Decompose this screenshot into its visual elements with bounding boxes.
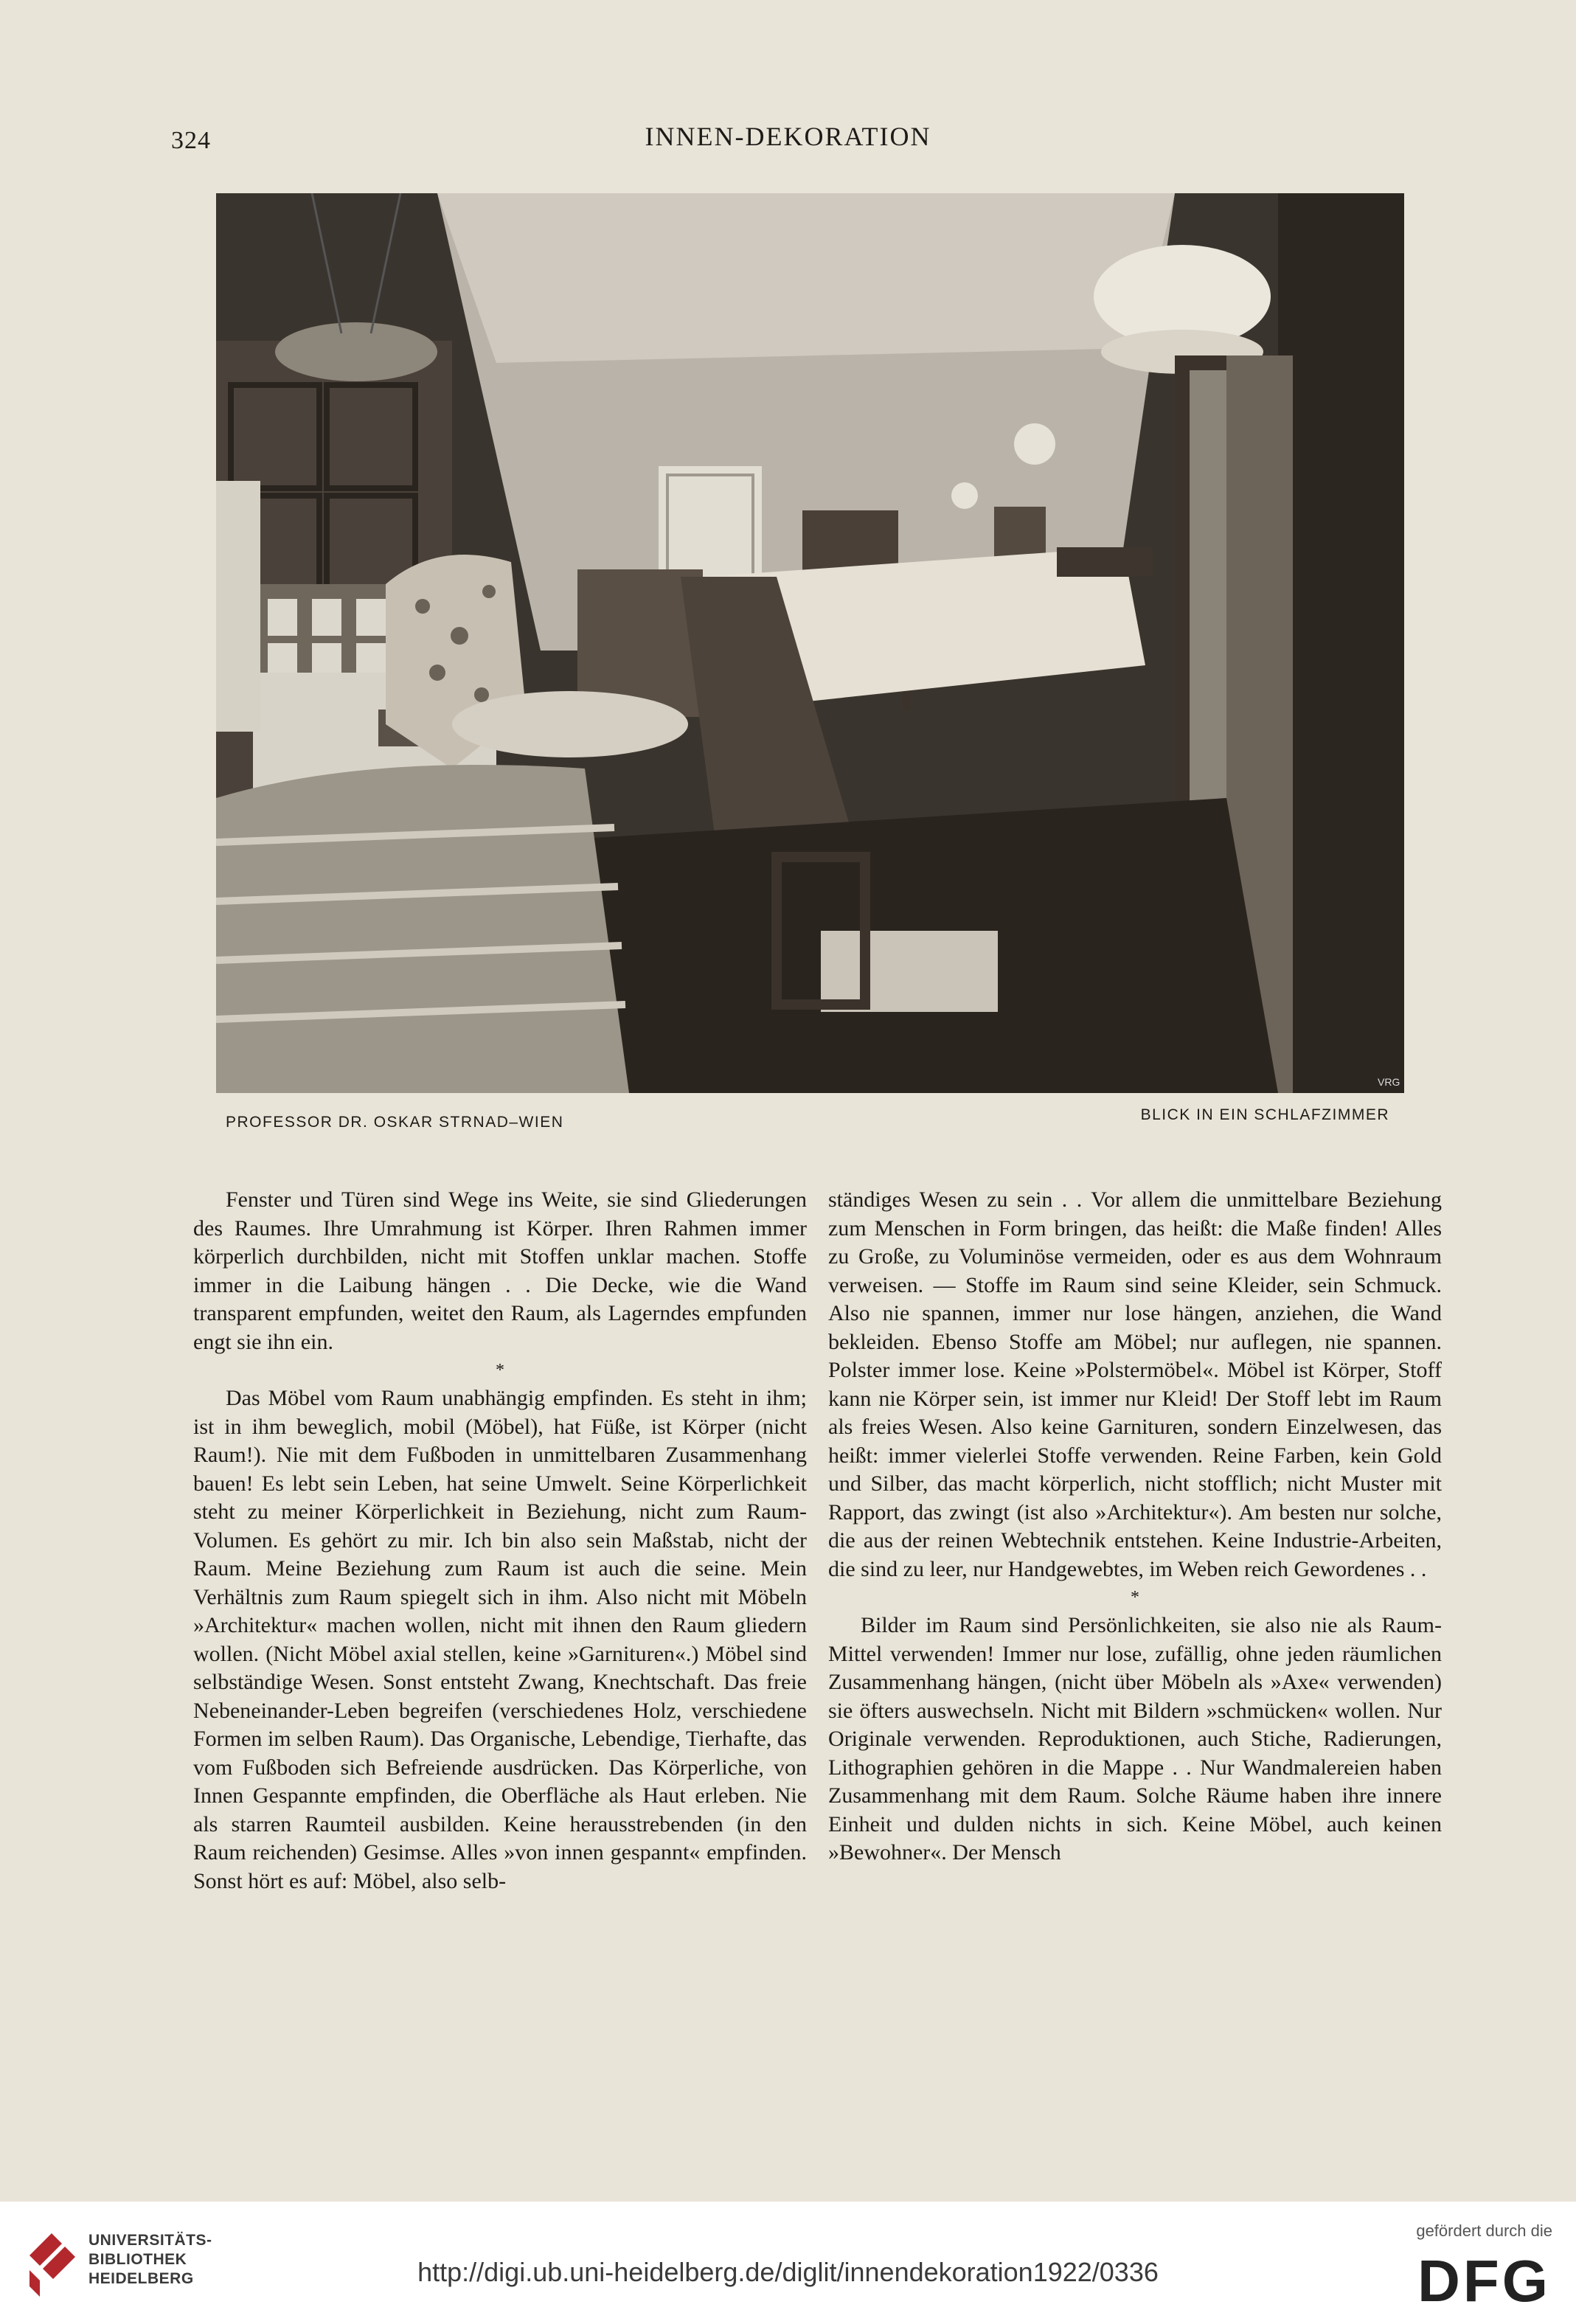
photo-mark: VRG (1378, 1076, 1400, 1088)
source-url-link[interactable]: http://digi.ub.uni-heidelberg.de/diglit/innendekoration1922/0336 (417, 2257, 1159, 2287)
paragraph: Das Möbel vom Raum unabhängig empfinden. Es steht in ihm; ist in ihm beweglich, mobil (Möbel), hat Füße, ist Körper (nicht Raum!). Nie mit dem Fußboden in unmittelbaren Zusammenhang bauen! Es lebt sein Leben, hat seine Umwelt. Seine Körperlichkeit steht zu meiner Körperlichkeit in Beziehung, nicht zum Raum-Volumen. Es gehört zu mir. Ich bin also sein Maßstab, nicht der Raum. Meine Beziehung zum Raum ist auch die seine. Mein Verhältnis zum Raum spiegelt sich in ihm. Also nicht mit Möbeln »Architektur« machen wollen, nicht mit ihnen den Raum gliedern wollen. (Nicht Möbel axial stellen, keine »Garnituren«.) Möbel sind selbständige Wesen. Sonst entsteht Zwang, Knechtschaft. Das freie Nebeneinander-Leben begreifen (verschiedenes Holz, verschiedene Formen im selben Raum). Das Organische, Lebendige, Tierhafte, das vom Fußboden sich Befreiende ausdrücken. Das Körperliche, von Innen Gespannte empfinden, die Oberfläche als Haut erleben. Nie als starren Raumteil ausbilden. Keine herausstrebenden (in den Raum reichenden) Gesimse. Alles »von innen gespannt« empfinden. Sonst hört es auf: Möbel, also selb- (193, 1386, 807, 1893)
section-divider: * (1131, 1588, 1139, 1607)
paragraph: Fenster und Türen sind Wege ins Weite, sie sind Gliederungen des Raumes. Ihre Umrahmung ist Körper. Ihren Rahmen immer körperlich durchbilden, nicht mit Stoffen unklar machen. Stoffe immer in die Laibung hängen . . Die Decke, wie die Wand transparent empfunden, weitet den Raum, als Lagerndes empfunden engt sie ihn ein. (193, 1187, 807, 1354)
paragraph: ständiges Wesen zu sein . . Vor allem die unmittelbare Beziehung zum Menschen in Form bringen, das heißt: die Maße finden! Alles zu Große, zu Voluminöse vermeiden, oder es aus dem Wohnraum verweisen. — Stoffe im Raum sind seine Kleider, sein Schmuck. Also nie spannen, immer nur lose hängen, anziehen, die Wand bekleiden. Ebenso Stoffe am Möbel; nur auflegen, nie spannen. Polster immer lose. Keine »Polstermöbel«. Möbel ist Körper, Stoff kann nie Körper sein, ist immer nur Kleid! Der Stoff lebt im Raum als freies Wesen. Also keine Garnituren, sondern Einzelwesen, das heißt: immer vielerlei Stoffe verwenden. Reine Farben, kein Gold und Silber, das macht körperlich, nicht stofflich; nicht Muster mit Rapport, das zwingt (ist also »Architektur«). Am besten nur solche, die aus der reinen Webtechnik entstehen. Keine Industrie-Arbeiten, die sind zu leer, nur Handgewebtes, im Weben reich Gewordenes . . (828, 1187, 1442, 1581)
dfg-logo[interactable]: DFG (1417, 2248, 1551, 2314)
funded-by-label: gefördert durch die (1416, 2221, 1552, 2240)
bedroom-photograph (216, 193, 1404, 1093)
page-number: 324 (171, 127, 211, 154)
paragraph: Bilder im Raum sind Persönlichkeiten, sie also nie als Raum-Mittel verwenden! Immer nur lose, zufällig, ohne jeden räumlichen Zusammenhang hängen, (nicht über Möbeln als »Axe« verwenden) sie öfters auswechseln. Nicht mit Bildern »schmücken« wollen. Nur Originale verwenden. Reproduktionen, auch Stiche, Radierungen, Lithographien gehören in die Mappe . . Nur Wandmalereien haben Zusammenhang mit dem Raum. Solche Räume haben ihre innere Einheit und dulden nichts in sich. Keine Möbel, auch keinen »Bewohner«. Der Mensch (828, 1613, 1442, 1865)
text-column-left (193, 1186, 807, 1895)
library-name: UNIVERSITÄTS- BIBLIOTHEK HEIDELBERG (88, 2232, 212, 2287)
figure-caption-right: BLICK IN EIN SCHLAFZIMMER (1140, 1106, 1389, 1123)
figure-caption-left: PROFESSOR DR. OSKAR STRNAD–WIEN (226, 1114, 564, 1131)
running-title: INNEN-DEKORATION (645, 122, 931, 151)
section-divider: * (496, 1361, 504, 1380)
text-column-right (828, 1186, 1442, 1867)
